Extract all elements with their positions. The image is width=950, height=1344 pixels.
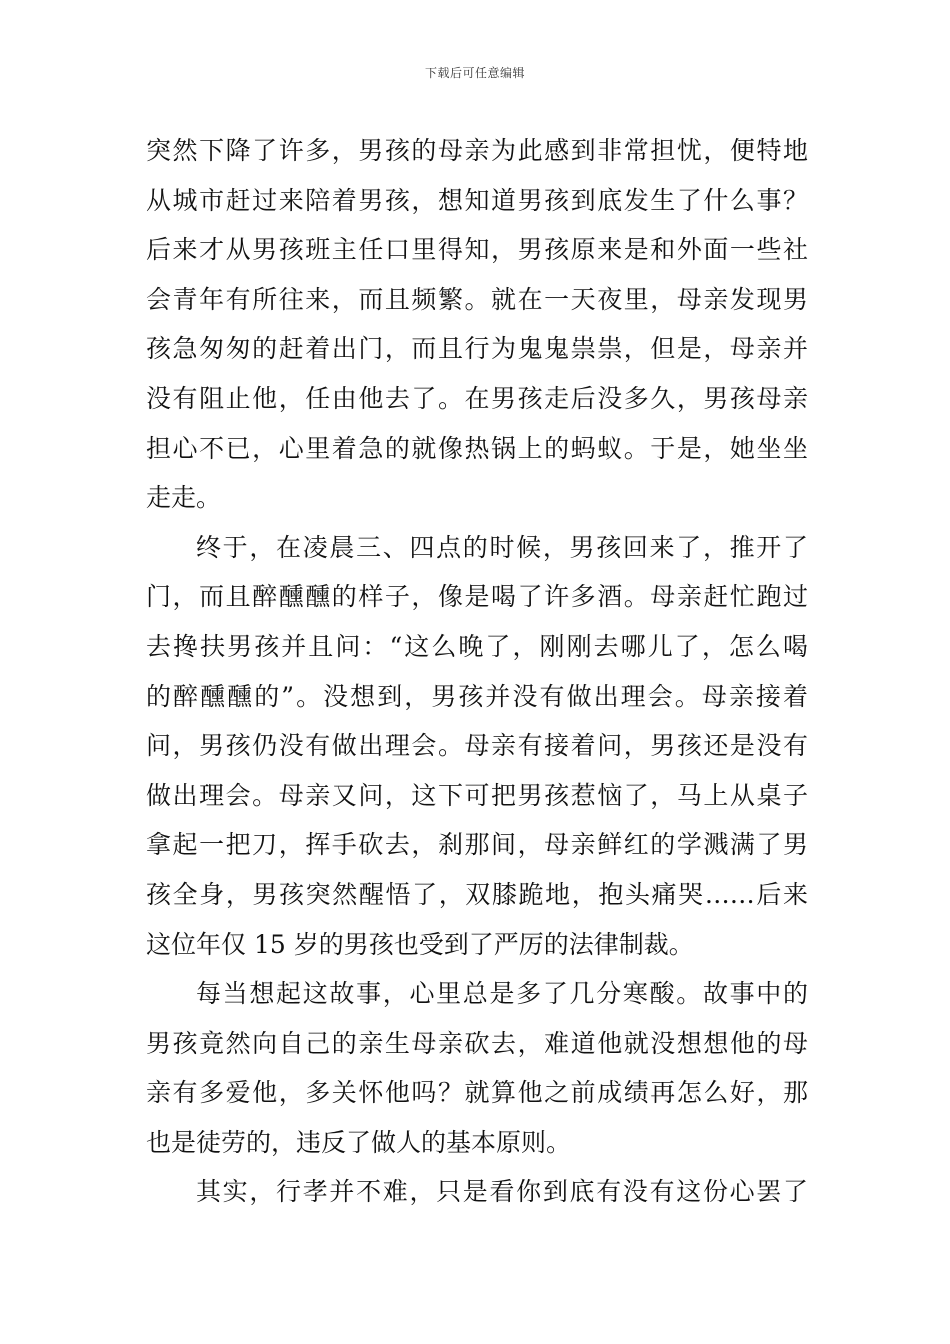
text-line: 这位年仅 15 岁的男孩也受到了严厉的法律制裁。 bbox=[146, 929, 694, 959]
text-line: 从城市赶过来陪着男孩，想知道男孩到底发生了什么事？ bbox=[146, 185, 808, 215]
text-line: 做出理会。母亲又问，这下可把男孩惹恼了，马上从桌子 bbox=[146, 780, 808, 810]
text-line: 后来才从男孩班主任口里得知，男孩原来是和外面一些社 bbox=[146, 235, 808, 265]
text-line: 亲有多爱他，多关怀他吗？就算他之前成绩再怎么好，那 bbox=[146, 1078, 808, 1108]
page-header: 下载后可任意编辑 bbox=[424, 66, 525, 80]
text-line: 去搀扶男孩并且问：“这么晚了，刚刚去哪儿了，怎么喝 bbox=[146, 631, 808, 661]
text-line: 会青年有所往来，而且频繁。就在一天夜里，母亲发现男 bbox=[146, 284, 808, 314]
text-line: 的醉醺醺的”。没想到，男孩并没有做出理会。母亲接着 bbox=[146, 681, 808, 711]
paragraph bbox=[146, 1167, 808, 1217]
paragraph bbox=[146, 126, 808, 523]
text-line: 孩急匆匆的赶着出门，而且行为鬼鬼祟祟，但是，母亲并 bbox=[146, 334, 808, 364]
text-line: 每当想起这故事，心里总是多了几分寒酸。故事中的 bbox=[196, 979, 808, 1009]
text-line: 其实，行孝并不难，只是看你到底有没有这份心罢了 bbox=[196, 1177, 808, 1207]
text-line: 拿起一把刀，挥手砍去，刹那间，母亲鲜红的学溅满了男 bbox=[146, 830, 808, 860]
text-line: 突然下降了许多，男孩的母亲为此感到非常担忧，便特地 bbox=[146, 136, 808, 165]
text-line: 门，而且醉醺醺的样子，像是喝了许多酒。母亲赶忙跑过 bbox=[146, 582, 808, 612]
text-line: 没有阻止他，任由他去了。在男孩走后没多久，男孩母亲 bbox=[146, 383, 808, 413]
text-line: 孩全身，男孩突然醒悟了，双膝跪地，抱头痛哭……后来 bbox=[146, 879, 808, 909]
text-line: 问，男孩仍没有做出理会。母亲有接着问，男孩还是没有 bbox=[146, 731, 808, 761]
text-line: 终于，在凌晨三、四点的时候，男孩回来了，推开了 bbox=[196, 532, 808, 562]
text-line: 男孩竟然向自己的亲生母亲砍去，难道他就没想想他的母 bbox=[146, 1028, 808, 1058]
document-body bbox=[146, 126, 808, 1217]
text-line: 走走。 bbox=[146, 483, 222, 513]
paragraph bbox=[146, 969, 808, 1167]
paragraph bbox=[146, 523, 808, 969]
text-line: 担心不已，心里着急的就像热锅上的蚂蚁。于是，她坐坐 bbox=[146, 433, 808, 463]
text-line: 也是徒劳的，违反了做人的基本原则。 bbox=[146, 1127, 572, 1157]
